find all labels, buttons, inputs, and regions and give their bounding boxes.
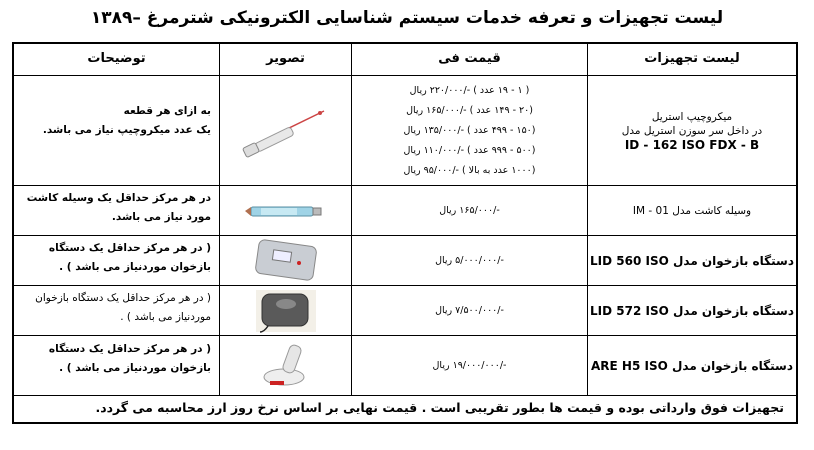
description-cell: [14, 336, 219, 395]
image-cell: [219, 236, 351, 285]
table-row-areh5: [14, 336, 796, 396]
price-tier: (۱۰۰۰ عدد به بالا ) -/۹۵/۰۰۰ ریال: [403, 164, 536, 176]
table-row-microchip: [14, 76, 796, 186]
equipment-cell: [587, 286, 796, 335]
equipment-model: ID - 162 ISO FDX - B: [624, 137, 760, 152]
description-cell: [14, 236, 219, 285]
page-title: لیست تجهیزات و تعرفه خدمات سیستم شناسایی الکترونیکی شترمرغ –۱۳۸۹: [90, 8, 724, 28]
description-line: بازخوان موردنیاز می باشد ) .: [59, 362, 211, 374]
description-line: ( در هر مرکز حداقل یک دستگاه: [48, 242, 211, 254]
price-value: -/۵/۰۰۰/۰۰۰ ریال: [435, 254, 504, 266]
equipment-name-line: دستگاه بازخوان مدل LID 560 ISO: [590, 253, 794, 268]
table-row-lid572: [14, 286, 796, 336]
image-cell: [219, 76, 351, 185]
price-tier: (۱۵۰ - ۴۹۹ عدد ) -/۱۳۵/۰۰۰ ریال: [403, 124, 536, 136]
equipment-cell: [587, 336, 796, 395]
description-line: موردنیاز می باشد ) .: [120, 311, 211, 323]
image-cell: [219, 286, 351, 335]
equipment-name-line: دستگاه بازخوان مدل ARE H5 ISO: [591, 358, 793, 373]
price-cell: [351, 286, 587, 335]
price-cell: [351, 336, 587, 395]
equipment-cell: [587, 186, 796, 235]
description-line: بازخوان موردنیاز می باشد ) .: [59, 261, 211, 273]
description-line: به ازای هر قطعه: [123, 105, 211, 117]
equipment-cell: [587, 76, 796, 185]
price-tier: (۲۰ - ۱۴۹ عدد ) -/۱۶۵/۰۰۰ ریال: [406, 104, 533, 116]
description-line: یک عدد میکروچیپ نیاز می باشد.: [42, 124, 211, 136]
price-table: [12, 42, 798, 424]
image-cell: [219, 336, 351, 395]
header-description: توضیحات: [87, 51, 146, 66]
price-tier: (۵۰۰ - ۹۹۹ عدد ) -/۱۱۰/۰۰۰ ریال: [403, 144, 536, 156]
description-line: ( در هر مرکز حداقل یک دستگاه بازخوان: [35, 292, 211, 304]
reader-560-icon: [251, 239, 321, 283]
syringe-icon: [236, 101, 336, 161]
equipment-cell: [587, 236, 796, 285]
description-line: ( در هر مرکز حداقل یک دستگاه: [48, 343, 211, 355]
description-cell: [14, 186, 219, 235]
description-line: در هر مرکز حداقل یک وسیله کاشت: [26, 192, 211, 204]
description-cell: [14, 76, 219, 185]
header-price: قیمت فی: [351, 44, 587, 75]
price-cell: [351, 236, 587, 285]
equipment-name-line: دستگاه بازخوان مدل LID 572 ISO: [590, 303, 794, 318]
header-equipment: لیست تجهیزات: [587, 44, 796, 75]
price-cell: [351, 76, 587, 185]
equipment-name-line: وسیله کاشت مدل IM - 01: [632, 204, 752, 217]
equipment-name-line: در داخل سر سوزن استریل مدل: [621, 124, 763, 137]
table-header-row: [14, 44, 796, 76]
image-cell: [219, 186, 351, 235]
description-line: مورد نیاز می باشد.: [111, 211, 211, 223]
price-tier: ( ۱ - ۱۹ عدد ) -/۲۲۰/۰۰۰ ریال: [409, 84, 530, 96]
equipment-name-line: میکروچیپ استریل: [651, 110, 733, 123]
reader-h5-icon: [256, 341, 316, 391]
table-row-lid560: [14, 236, 796, 286]
description-cell: [14, 286, 219, 335]
reader-572-icon: [254, 288, 318, 334]
price-value: -/۷/۵۰۰/۰۰۰ ریال: [435, 304, 504, 316]
table-row-implanter: [14, 186, 796, 236]
price-value: -/۱۶۵/۰۰۰ ریال: [439, 204, 500, 216]
implanter-icon: [241, 199, 331, 223]
header-image: تصویر: [219, 44, 351, 75]
price-value: -/۱۹/۰۰۰/۰۰۰ ریال: [432, 359, 507, 371]
footer-note: تجهیزات فوق وارداتی بوده و قیمت ها بطور تقریبی است . قیمت نهایی بر اساس نرخ روز ارز محاسبه می گردد.: [95, 400, 784, 415]
price-cell: [351, 186, 587, 235]
